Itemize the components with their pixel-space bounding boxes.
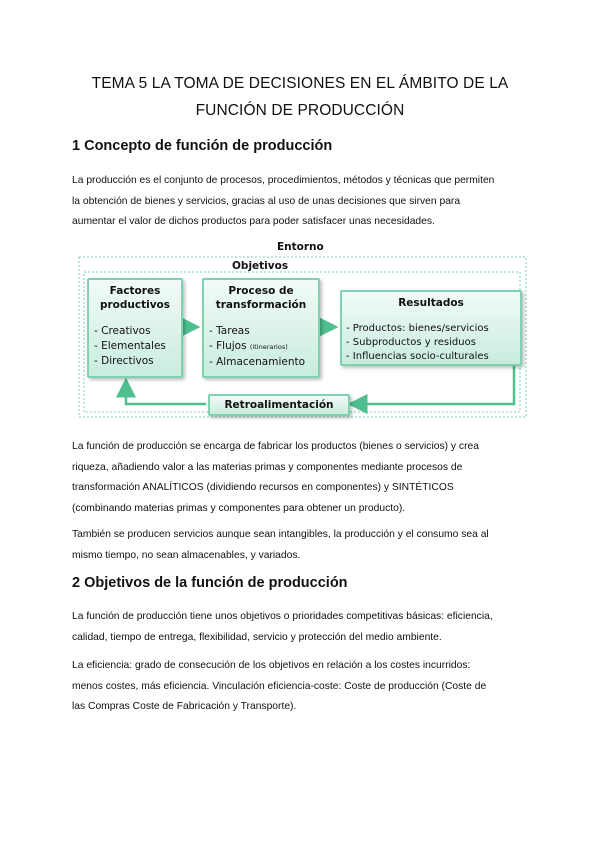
- resultados-list: [346, 322, 520, 364]
- factores-title: [89, 284, 181, 312]
- resultados-box: [340, 290, 522, 366]
- list-item: [209, 339, 318, 355]
- text-line: La producción es el conjunto de procesos, procedimientos, métodos y técnicas que permiten: [72, 175, 495, 186]
- text-line: la obtención de bienes y servicios, gracias al uso de unas decisiones que sirven para: [72, 195, 461, 207]
- list-item: - Creativos: [94, 325, 151, 337]
- factores-box: [87, 278, 183, 378]
- text-line: (combinando materias primas y componentes para obtener un producto).: [72, 502, 406, 514]
- proceso-box: [202, 278, 320, 378]
- text-line: También se producen servicios aunque sean intangibles, la producción y el consumo sea al: [72, 529, 489, 540]
- objetivos-label: Objetivos: [232, 260, 289, 272]
- factores-title-1: Factores: [109, 285, 161, 297]
- section-2-heading: 2 Objetivos de la función de producción: [72, 575, 348, 591]
- resultados-title: Resultados: [398, 297, 464, 309]
- entorno-label: Entorno: [277, 241, 324, 253]
- arrow-retro-factores: [126, 380, 206, 404]
- section-2-paragraph-2: [72, 656, 528, 718]
- proceso-title-2: transformación: [215, 299, 307, 311]
- section-2-paragraph-1: [72, 607, 528, 648]
- text-line: riqueza, añadiendo valor a las materias primas y componentes mediante procesos de: [72, 461, 463, 473]
- list-item: - Tareas: [209, 325, 250, 337]
- text-line: transformación ANALÍTICOS (dividiendo recursos en componentes) y SINTÉTICOS: [72, 482, 454, 493]
- list-item-main: - Flujos: [209, 340, 247, 352]
- arrow-resultados-retro: [350, 364, 514, 404]
- text-line: las Compras Coste de Fabricación y Transporte).: [72, 701, 297, 712]
- factores-list: [94, 324, 181, 369]
- text-line: mismo tiempo, no sean almacenables, y variados.: [72, 549, 301, 561]
- proceso-title: [204, 284, 318, 312]
- list-item: - Elementales: [94, 340, 166, 352]
- text-line: La función de producción se encarga de fabricar los productos (bienes o servicios) y crea: [72, 441, 479, 452]
- page-title: [60, 70, 540, 124]
- retroalimentacion-label: Retroalimentación: [224, 399, 334, 411]
- title-line-1: TEMA 5 LA TOMA DE DECISIONES EN EL ÁMBITO DE LA: [91, 75, 509, 92]
- paragraph-3: [72, 525, 528, 566]
- section-1-heading: 1 Concepto de función de producción: [72, 138, 333, 154]
- proceso-list: [209, 324, 318, 370]
- text-line: menos costes, más eficiencia. Vinculación eficiencia-coste: Coste de producción (Coste de: [72, 680, 487, 692]
- list-item: - Subproductos y residuos: [346, 337, 476, 348]
- production-function-diagram: [78, 240, 528, 420]
- text-line: calidad, tiempo de entrega, flexibilidad, servicio y protección del medio ambiente.: [72, 631, 442, 643]
- text-line: La función de producción tiene unos objetivos o prioridades competitivas básicas: eficiencia,: [72, 611, 493, 622]
- list-item: - Directivos: [94, 355, 154, 367]
- list-item: - Influencias socio-culturales: [346, 351, 489, 362]
- paragraph-2: [72, 437, 528, 519]
- proceso-title-1: Proceso de: [228, 285, 294, 297]
- title-line-2: FUNCIÓN DE PRODUCCIÓN: [195, 102, 405, 119]
- list-item-note: (itinerarios): [249, 343, 288, 351]
- text-line: La eficiencia: grado de consecución de los objetivos en relación a los costes incurridos:: [72, 660, 471, 671]
- retroalimentacion-box: [208, 394, 350, 416]
- list-item: - Almacenamiento: [209, 356, 306, 368]
- text-line: aumentar el valor de dichos productos para poder satisfacer unas necesidades.: [72, 216, 435, 227]
- factores-title-2: productivos: [99, 299, 171, 311]
- section-1-paragraph-1: [72, 171, 528, 233]
- list-item: - Productos: bienes/servicios: [346, 323, 489, 334]
